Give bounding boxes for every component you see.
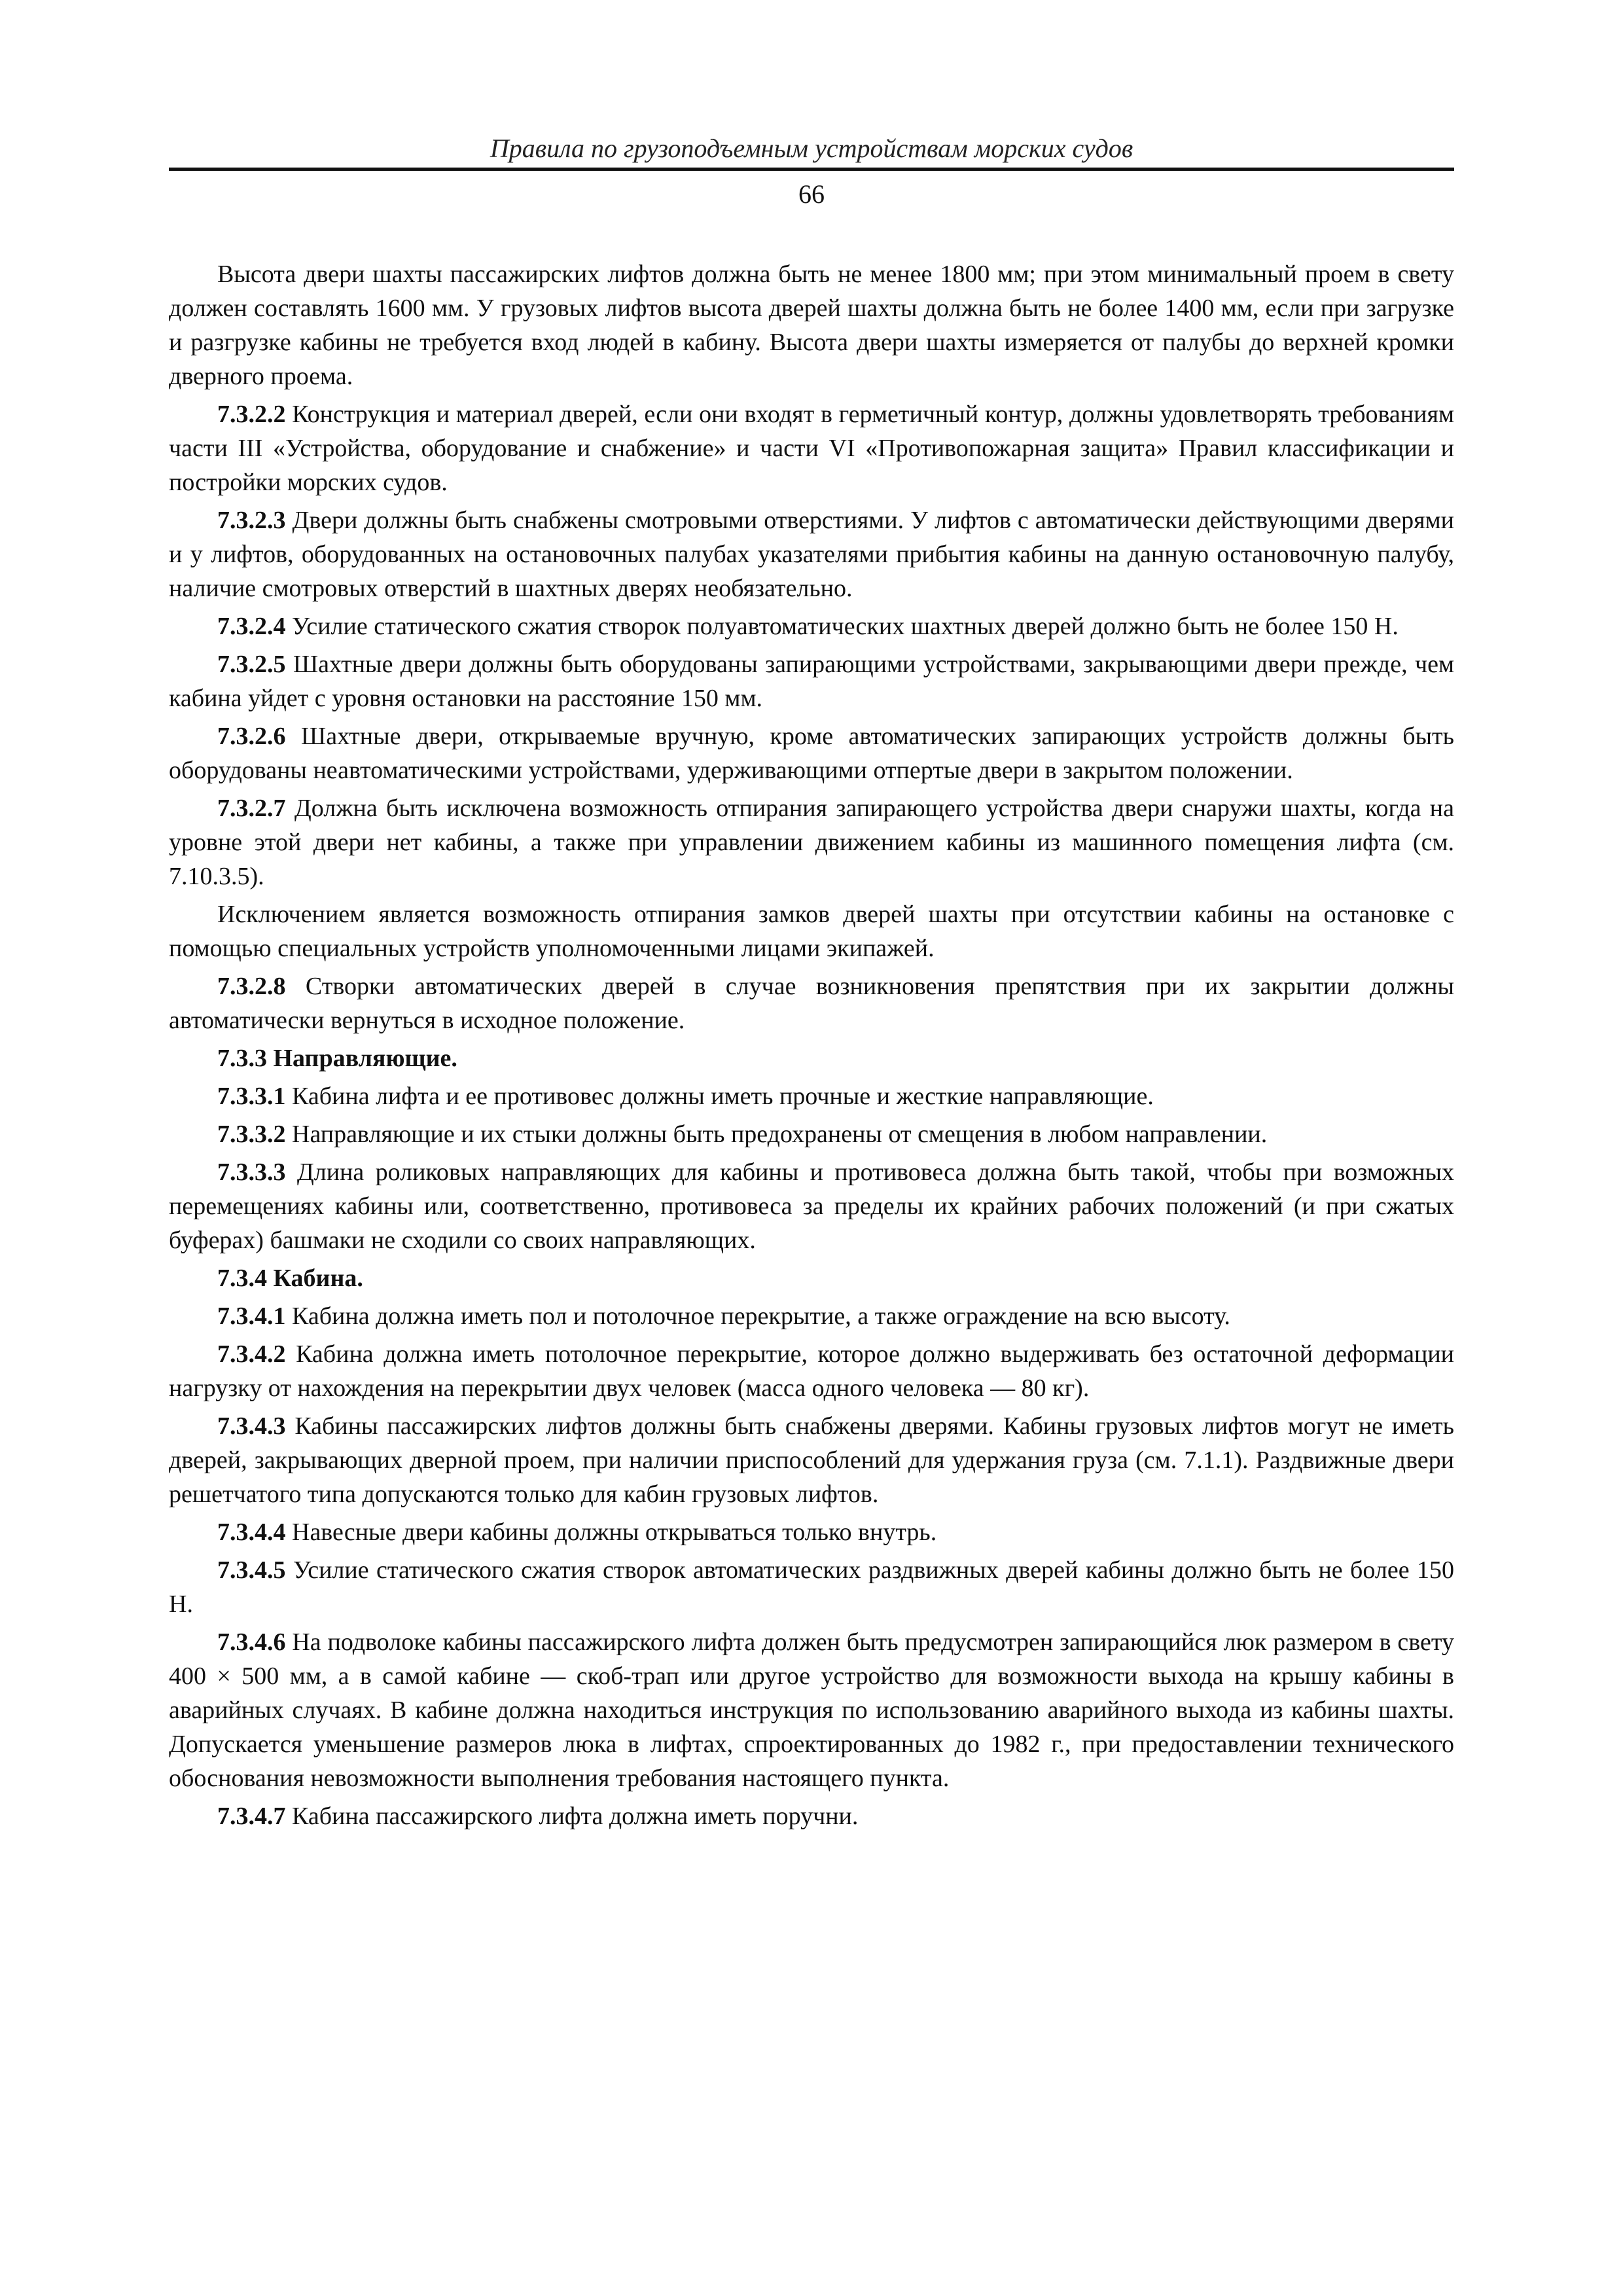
clause-number: 7.3.4.7 <box>217 1803 286 1830</box>
paragraph <box>169 397 1454 499</box>
paragraph-text: Усилие статического сжатия створок полуавтоматических шахтных дверей должно быть не более 150 Н. <box>285 613 1399 640</box>
clause-number: 7.3.2.4 <box>217 613 286 640</box>
paragraph <box>169 1299 1454 1333</box>
paragraph <box>169 897 1454 965</box>
paragraph-text: Кабина лифта и ее противовес должны иметь прочные и жесткие направляющие. <box>285 1083 1154 1110</box>
clause-number: 7.3.2.5 <box>217 651 286 678</box>
header-rule <box>169 168 1454 171</box>
paragraph <box>169 1799 1454 1833</box>
paragraph <box>169 791 1454 893</box>
paragraph-text: Кабина пассажирского лифта должна иметь поручни. <box>285 1803 859 1830</box>
paragraph <box>169 503 1454 605</box>
paragraph <box>169 1409 1454 1511</box>
paragraph <box>169 969 1454 1037</box>
paragraph-text: На подволоке кабины пассажирского лифта должен быть предусмотрен запирающийся люк размером в свету 400 × 500 мм, а в самой кабине — скоб-трап или другое устройство для возможности выхода на крышу кабины в аварийных случаях. В кабине должна находиться инструкция по использованию аварийного выхода из кабины шахты. Допускается уменьшение размеров люка в лифтах, спроектированных до 1982 г., при предоставлении технического обоснования невозможности выполнения требования настоящего пункта. <box>169 1628 1454 1792</box>
paragraph <box>169 1553 1454 1621</box>
clause-number: 7.3.4.1 <box>217 1302 286 1330</box>
clause-number: 7.3.4.2 <box>217 1340 286 1368</box>
section-heading <box>169 1041 1454 1075</box>
section-heading <box>169 1261 1454 1295</box>
paragraph-text: Двери должны быть снабжены смотровыми отверстиями. У лифтов с автоматически действующими дверями и у лифтов, оборудованных на остановочных палубах указателями прибытия кабины на данную остановочную палубу, наличие смотровых отверстий в шахтных дверях необязательно. <box>169 507 1454 602</box>
clause-number: 7.3.3.3 <box>217 1158 286 1186</box>
paragraph-text: Кабина должна иметь пол и потолочное перекрытие, а также ограждение на всю высоту. <box>285 1302 1230 1330</box>
clause-number: 7.3.3.2 <box>217 1121 286 1148</box>
paragraph-text: Высота двери шахты пассажирских лифтов должна быть не менее 1800 мм; при этом минимальный проем в свету должен составлять 1600 мм. У грузовых лифтов высота дверей шахты должна быть не более 1400 мм, если при загрузке и разгрузке кабины не требуется вход людей в кабину. Высота двери шахты измеряется от палубы до верхней кромки дверного проема. <box>169 260 1454 390</box>
paragraph <box>169 609 1454 643</box>
clause-number: 7.3.2.2 <box>217 401 286 428</box>
paragraph <box>169 1337 1454 1405</box>
paragraph-text: Навесные двери кабины должны открываться только внутрь. <box>285 1518 937 1546</box>
clause-number: 7.3.3.1 <box>217 1083 286 1110</box>
paragraph <box>169 1515 1454 1549</box>
clause-number: 7.3.2.8 <box>217 973 286 1000</box>
clause-number: 7.3.2.3 <box>217 507 286 534</box>
paragraph <box>169 1155 1454 1257</box>
document-page <box>169 131 1454 1837</box>
running-header: Правила по грузоподъемным устройствам морских судов <box>490 134 1133 163</box>
clause-number: 7.3.2.7 <box>217 795 286 822</box>
section-heading-text: 7.3.3 Направляющие. <box>217 1045 457 1072</box>
paragraph-text: Шахтные двери должны быть оборудованы запирающими устройствами, закрывающими двери прежде, чем кабина уйдет с уровня остановки на расстояние 150 мм. <box>169 651 1454 712</box>
paragraph <box>169 257 1454 393</box>
paragraph-text: Длина роликовых направляющих для кабины и противовеса должна быть такой, чтобы при возможных перемещениях кабины или, соответственно, противовеса за пределы их крайних рабочих положений (и при сжатых буферах) башмаки не сходили со своих направляющих. <box>169 1158 1454 1254</box>
paragraph-text: Створки автоматических дверей в случае возникновения препятствия при их закрытии должны автоматически вернуться в исходное положение. <box>169 973 1454 1034</box>
paragraph-text: Усилие статического сжатия створок автоматических раздвижных дверей кабины должно быть не более 150 Н. <box>169 1556 1454 1618</box>
paragraph <box>169 1079 1454 1113</box>
paragraph-text: Должна быть исключена возможность отпирания запирающего устройства двери снаружи шахты, когда на уровне этой двери нет кабины, а также при управлении движением кабины из машинного помещения лифта (см. 7.10.3.5). <box>169 795 1454 890</box>
clause-number: 7.3.4.4 <box>217 1518 286 1546</box>
page-number: 66 <box>798 179 825 209</box>
paragraph <box>169 647 1454 715</box>
clause-number: 7.3.2.6 <box>217 723 286 750</box>
paragraph-text: Направляющие и их стыки должны быть предохранены от смещения в любом направлении. <box>285 1121 1268 1148</box>
paragraph <box>169 1117 1454 1151</box>
paragraph-text: Исключением является возможность отпирания замков дверей шахты при отсутствии кабины на остановке с помощью специальных устройств уполномоченными лицами экипажей. <box>169 901 1454 962</box>
section-heading-text: 7.3.4 Кабина. <box>217 1265 363 1292</box>
clause-number: 7.3.4.5 <box>217 1556 286 1584</box>
paragraph-text: Кабины пассажирских лифтов должны быть снабжены дверями. Кабины грузовых лифтов могут не иметь дверей, закрывающих дверной проем, при наличии приспособлений для удержания груза (см. 7.1.1). Раздвижные двери решетчатого типа допускаются только для кабин грузовых лифтов. <box>169 1412 1454 1508</box>
document-body <box>169 257 1454 1833</box>
paragraph <box>169 1625 1454 1795</box>
paragraph-text: Кабина должна иметь потолочное перекрытие, которое должно выдерживать без остаточной деформации нагрузку от нахождения на перекрытии двух человек (масса одного человека — 80 кг). <box>169 1340 1454 1402</box>
paragraph <box>169 719 1454 787</box>
paragraph-text: Шахтные двери, открываемые вручную, кроме автоматических запирающих устройств должны быть оборудованы неавтоматическими устройствами, удерживающими отпертые двери в закрытом положении. <box>169 723 1454 784</box>
paragraph-text: Конструкция и материал дверей, если они входят в герметичный контур, должны удовлетворять требованиям части III «Устройства, оборудование и снабжение» и части VI «Противопожарная защита» Правил классификации и постройки морских судов. <box>169 401 1454 496</box>
clause-number: 7.3.4.6 <box>217 1628 286 1656</box>
clause-number: 7.3.4.3 <box>217 1412 286 1440</box>
